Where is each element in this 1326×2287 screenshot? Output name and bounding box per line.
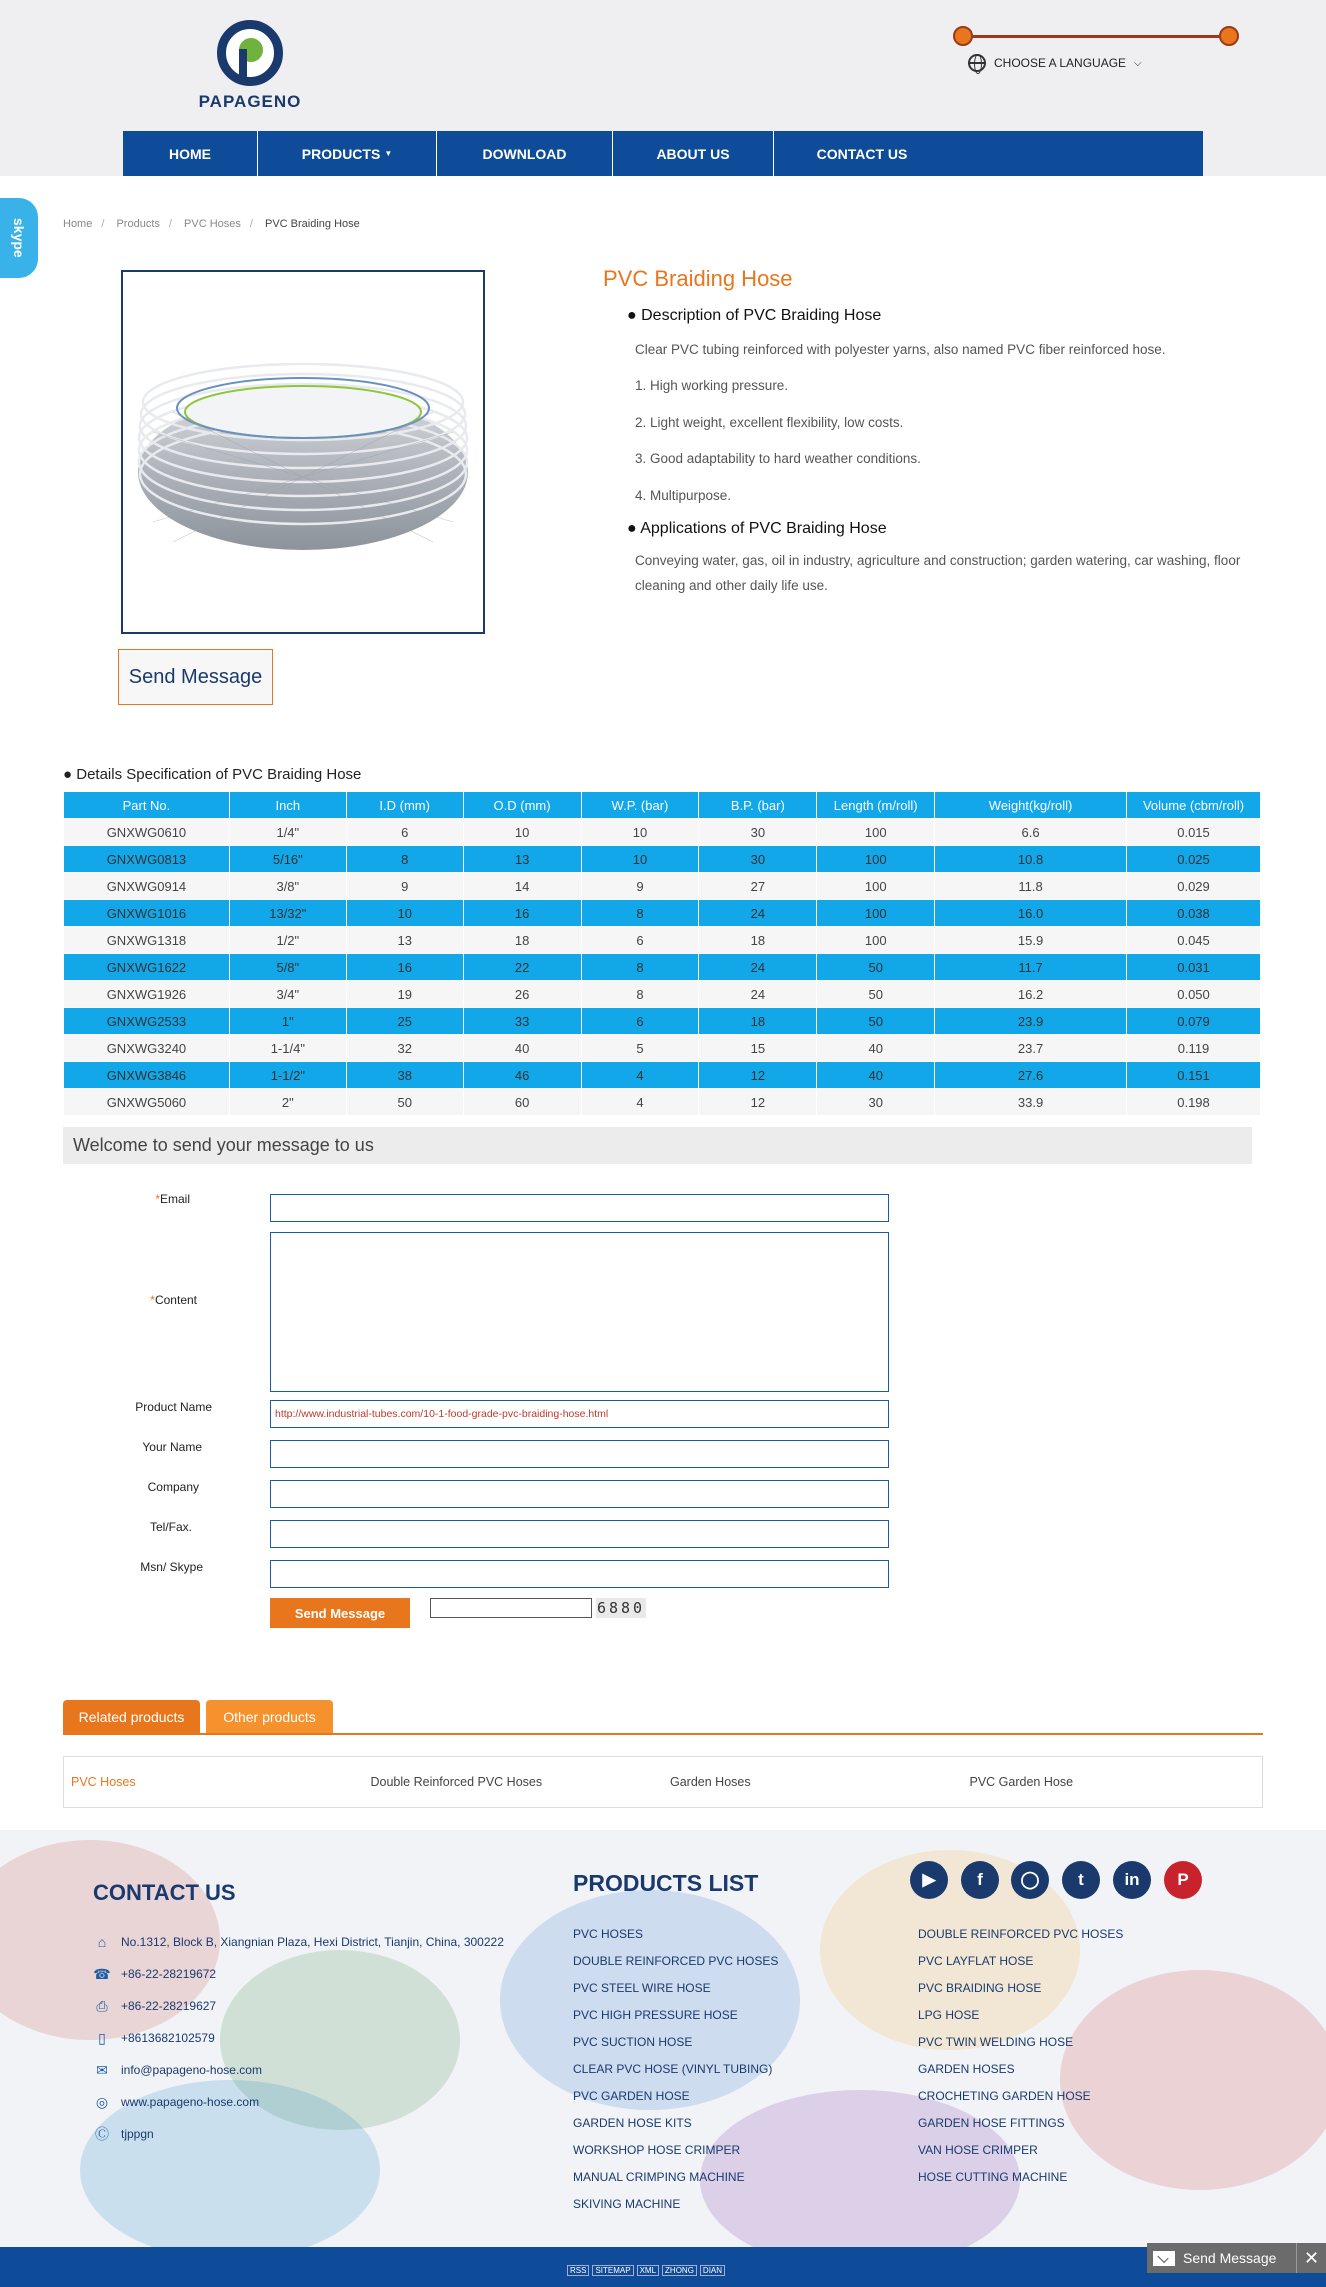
table-cell: 30 [699,819,817,846]
table-cell: 46 [463,1062,581,1089]
table-cell: 0.079 [1127,1008,1261,1035]
related-item[interactable]: PVC Hoses [71,1775,136,1789]
spec-header-row [64,792,1261,819]
msn-skype-field[interactable] [270,1560,889,1588]
email-label: *Email [155,1192,190,1206]
table-cell: 100 [817,900,935,927]
table-cell: 4 [581,1089,699,1116]
breadcrumb-pvc-hoses[interactable]: PVC Hoses [184,218,241,230]
table-cell: 19 [346,981,463,1008]
table-cell: 33.9 [935,1089,1127,1116]
product-name-field[interactable]: http://www.industrial-tubes.com/10-1-food-grade-pvc-braiding-hose.html [270,1400,889,1428]
mobile-icon: ▯ [98,2030,106,2046]
table-cell: 8 [346,846,463,873]
facebook-icon[interactable]: f [961,1861,999,1899]
floating-send-message[interactable] [1147,2243,1326,2273]
footer-products-col2 [918,1921,1123,2191]
xml-link[interactable]: XML [637,2265,659,2276]
bottom-links [567,2265,725,2276]
table-cell: 10.8 [935,846,1127,873]
table-cell: 24 [699,900,817,927]
language-selector[interactable] [968,54,1142,72]
footer-product-link[interactable]: GARDEN HOSE FITTINGS [918,2116,1065,2130]
table-row [64,1089,1261,1116]
phone-icon: ☎ [93,1966,111,1982]
captcha-input[interactable] [430,1598,592,1618]
hose-coil-image [133,342,473,562]
breadcrumb: Home / Products / PVC Hoses / PVC Braiding Hose [63,218,360,230]
product-description [627,306,1265,618]
footer-skype[interactable]: Ⓒ tjppgn [95,2126,154,2142]
table-cell: 11.8 [935,873,1127,900]
table-cell: 15.9 [935,927,1127,954]
table-cell: 25 [346,1008,463,1035]
footer-product-link[interactable]: PVC STEEL WIRE HOSE [573,1981,711,1995]
table-cell: 10 [463,819,581,846]
product-name-label: Product Name [135,1400,212,1414]
related-item[interactable]: Garden Hoses [670,1775,751,1789]
company-field[interactable] [270,1480,889,1508]
skype-side-button[interactable]: skype [0,198,38,278]
nav-contact[interactable]: CONTACT US [816,145,908,162]
table-cell: 60 [463,1089,581,1116]
your-name-field[interactable] [270,1440,889,1468]
close-icon[interactable]: ✕ [1296,2243,1326,2273]
email-field[interactable] [270,1194,889,1222]
main-nav [123,131,1203,176]
related-products-list [63,1756,1263,1808]
table-cell: 5/8" [229,954,346,981]
table-cell: 0.029 [1127,873,1261,900]
table-cell: GNXWG0813 [64,846,230,873]
footer-mobile: ▯ +8613682102579 [93,2030,215,2046]
table-cell: 8 [581,954,699,981]
your-name-label: Your Name [142,1440,202,1454]
table-cell: 26 [463,981,581,1008]
tab-related-products[interactable]: Related products [63,1700,200,1734]
table-cell: 0.045 [1127,927,1261,954]
footer-product-link[interactable]: DOUBLE REINFORCED PVC HOSES [573,1954,779,1968]
table-cell: GNXWG1016 [64,900,230,927]
table-row [64,873,1261,900]
table-cell: 18 [463,927,581,954]
footer-product-link[interactable]: GARDEN HOSE KITS [573,2116,692,2130]
language-slider [955,35,1237,38]
col-inch: Inch [229,792,346,819]
footer-product-link[interactable]: PVC HIGH PRESSURE HOSE [573,2008,738,2022]
description-line: 3. Good adaptability to hard weather conditions. [635,451,921,467]
globe-icon [968,54,986,72]
footer-address: ⌂ No.1312, Block B, Xiangnian Plaza, Hexi District, Tianjin, China, 300222 [93,1934,504,1950]
instagram-icon[interactable]: ◯ [1011,1861,1049,1899]
fax-icon: ⎙ [96,1998,108,2014]
table-cell: 13 [346,927,463,954]
table-cell: 8 [581,900,699,927]
table-cell: GNXWG5060 [64,1089,230,1116]
table-cell: 3/4" [229,981,346,1008]
footer-product-link[interactable]: PVC HOSES [573,1927,644,1941]
table-cell: GNXWG2533 [64,1008,230,1035]
applications-heading: ● Applications of PVC Braiding Hose [627,519,887,537]
related-item[interactable]: Double Reinforced PVC Hoses [370,1775,543,1789]
language-label: CHOOSE A LANGUAGE [994,56,1127,70]
table-cell: 16.2 [935,981,1127,1008]
footer-email[interactable]: ✉ info@papageno-hose.com [93,2062,262,2078]
dian-link[interactable]: DIAN [700,2265,725,2276]
logo[interactable] [195,20,305,112]
mail-icon: ✉ [96,2062,108,2078]
footer-contact-title: CONTACT US [93,1880,236,1905]
table-cell: 0.025 [1127,846,1261,873]
spec-title: ● Details Specification of PVC Braiding Hose [63,766,362,783]
table-row [64,846,1261,873]
footer-product-link[interactable]: MANUAL CRIMPING MACHINE [573,2170,745,2184]
send-message-button[interactable]: Send Message [118,649,273,705]
home-icon: ⌂ [97,1934,107,1950]
table-cell: 30 [699,846,817,873]
logo-text: PAPAGENO [198,92,302,111]
envelope-icon [1153,2251,1175,2266]
linkedin-icon[interactable]: in [1113,1861,1151,1899]
table-cell: 1-1/2" [229,1062,346,1089]
table-cell: 100 [817,873,935,900]
table-cell: 2" [229,1089,346,1116]
table-cell: 13 [463,846,581,873]
table-cell: 15 [699,1035,817,1062]
footer-products-title: PRODUCTS LIST [573,1870,759,1896]
slider-knob-right-icon [1219,26,1239,46]
footer-phone2: ⎙ +86-22-28219627 [93,1998,216,2014]
table-cell: 27.6 [935,1062,1127,1089]
table-cell: 6 [346,819,463,846]
captcha-image[interactable]: 6880 [596,1599,646,1617]
col-wp: W.P. (bar) [581,792,699,819]
rss-link[interactable]: RSS [567,2265,589,2276]
table-cell: 40 [817,1035,935,1062]
table-cell: 11.7 [935,954,1127,981]
related-item[interactable]: PVC Garden Hose [969,1775,1074,1789]
footer-product-link[interactable]: PVC BRAIDING HOSE [918,1981,1042,1995]
footer-product-link[interactable]: PVC LAYFLAT HOSE [918,1954,1034,1968]
table-cell: 6 [581,927,699,954]
table-cell: 40 [463,1035,581,1062]
product-image[interactable] [121,270,485,634]
chevron-down-icon: ⌵ [1134,57,1142,69]
footer-product-link[interactable]: PVC TWIN WELDING HOSE [918,2035,1074,2049]
table-cell: 6 [581,1008,699,1035]
footer-product-link[interactable]: PVC SUCTION HOSE [573,2035,693,2049]
footer-phone1: ☎ +86-22-28219672 [93,1966,217,1982]
table-cell: 50 [346,1089,463,1116]
nav-products[interactable] [258,131,437,176]
footer-product-link[interactable]: DOUBLE REINFORCED PVC HOSES [918,1927,1124,1941]
table-cell: 24 [699,981,817,1008]
col-part-no: Part No. [64,792,230,819]
slider-knob-left-icon [953,26,973,46]
table-row [64,981,1261,1008]
table-cell: 10 [581,819,699,846]
table-cell: 100 [817,819,935,846]
table-cell: 18 [699,927,817,954]
logo-mark-icon [217,20,283,86]
form-welcome-heading: Welcome to send your message to us [63,1127,1252,1164]
breadcrumb-current: PVC Braiding Hose [265,218,360,230]
table-cell: 3/8" [229,873,346,900]
breadcrumb-products[interactable]: Products [116,218,160,230]
zhong-link[interactable]: ZHONG [662,2265,697,2276]
col-volume: Volume (cbm/roll) [1127,792,1261,819]
table-cell: GNXWG1926 [64,981,230,1008]
table-cell: 0.050 [1127,981,1261,1008]
table-cell: 0.038 [1127,900,1261,927]
msn-label: Msn/ Skype [140,1560,203,1574]
footer-website[interactable]: ◎ www.papageno-hose.com [93,2094,259,2110]
footer-product-link[interactable]: PVC GARDEN HOSE [573,2089,690,2103]
table-cell: 50 [817,1008,935,1035]
applications-text: Conveying water, gas, oil in industry, agriculture and construction; garden watering, car washing, floor cleaning and other daily life use. [635,553,1241,594]
form-send-button[interactable]: Send Message [270,1598,410,1628]
table-cell: GNXWG1622 [64,954,230,981]
footer-product-link[interactable]: VAN HOSE CRIMPER [918,2143,1038,2157]
web-icon: ◎ [95,2094,109,2110]
table-cell: 0.031 [1127,954,1261,981]
floating-send-label: Send Message [1183,2250,1277,2266]
table-cell: 23.9 [935,1008,1127,1035]
footer-product-link[interactable]: WORKSHOP HOSE CRIMPER [573,2143,741,2157]
table-cell: 1-1/4" [229,1035,346,1062]
sitemap-link[interactable]: SITEMAP [592,2265,633,2276]
breadcrumb-home[interactable]: Home [63,218,93,230]
table-cell: 27 [699,873,817,900]
table-cell: 32 [346,1035,463,1062]
product-title: PVC Braiding Hose [603,266,793,291]
table-cell: 10 [581,846,699,873]
table-cell: 6.6 [935,819,1127,846]
content-label: *Content [150,1293,197,1307]
table-cell: 4 [581,1062,699,1089]
table-cell: 30 [817,1089,935,1116]
description-line: Clear PVC tubing reinforced with polyester yarns, also named PVC fiber reinforced hose. [635,341,1166,357]
table-cell: 16 [346,954,463,981]
table-cell: 40 [817,1062,935,1089]
col-weight: Weight(kg/roll) [935,792,1127,819]
table-cell: GNXWG0610 [64,819,230,846]
table-cell: 22 [463,954,581,981]
caret-down-icon: ▼ [384,149,393,158]
table-cell: 1/2" [229,927,346,954]
table-cell: 0.151 [1127,1062,1261,1089]
table-row [64,1062,1261,1089]
footer-product-link[interactable]: CLEAR PVC HOSE (VINYL TUBING) [573,2062,773,2076]
nav-home[interactable]: HOME [123,131,258,176]
table-row [64,954,1261,981]
col-bp: B.P. (bar) [699,792,817,819]
table-cell: GNXWG0914 [64,873,230,900]
table-row [64,927,1261,954]
footer-product-link[interactable]: LPG HOSE [918,2008,980,2022]
company-label: Company [147,1480,199,1494]
description-line: 4. Multipurpose. [635,487,732,503]
table-cell: 10 [346,900,463,927]
table-cell: 50 [817,954,935,981]
nav-download[interactable]: DOWNLOAD [437,131,613,176]
description-line: 1. High working pressure. [635,378,789,394]
table-cell: 0.198 [1127,1089,1261,1116]
table-cell: 5/16" [229,846,346,873]
table-cell: 33 [463,1008,581,1035]
youtube-icon[interactable]: ▶ [910,1861,948,1899]
table-cell: 0.119 [1127,1035,1261,1062]
table-cell: 13/32" [229,900,346,927]
table-cell: 9 [581,873,699,900]
description-line: 2. Light weight, excellent flexibility, low costs. [635,414,904,430]
nav-about[interactable]: ABOUT US [613,131,774,176]
tab-underline [63,1733,1263,1735]
table-cell: 24 [699,954,817,981]
col-id: I.D (mm) [346,792,463,819]
footer-product-link[interactable]: GARDEN HOSES [918,2062,1015,2076]
table-cell: 50 [817,981,935,1008]
content-textarea[interactable] [270,1232,889,1392]
tel-field[interactable] [270,1520,889,1548]
table-cell: 1/4" [229,819,346,846]
footer-product-link[interactable]: SKIVING MACHINE [573,2197,681,2211]
table-cell: GNXWG3846 [64,1062,230,1089]
table-cell: 38 [346,1062,463,1089]
table-cell: 100 [817,927,935,954]
table-cell: 5 [581,1035,699,1062]
table-cell: GNXWG1318 [64,927,230,954]
table-row [64,900,1261,927]
tel-label: Tel/Fax. [149,1520,192,1534]
nav-products-label: PRODUCTS [301,145,381,162]
table-cell: 14 [463,873,581,900]
table-cell: 23.7 [935,1035,1127,1062]
table-cell: 9 [346,873,463,900]
table-cell: 18 [699,1008,817,1035]
pinterest-icon[interactable]: P [1164,1861,1202,1899]
footer-product-link[interactable]: HOSE CUTTING MACHINE [918,2170,1068,2184]
table-cell: 100 [817,846,935,873]
table-row [64,1008,1261,1035]
table-cell: 8 [581,981,699,1008]
table-row [64,1035,1261,1062]
footer-product-link[interactable]: CROCHETING GARDEN HOSE [918,2089,1091,2103]
skype-icon: Ⓒ [95,2126,109,2142]
table-cell: 12 [699,1062,817,1089]
table-cell: 12 [699,1089,817,1116]
col-length: Length (m/roll) [817,792,935,819]
spec-table [63,791,1261,1116]
footer-products-col1 [573,1921,778,2218]
table-cell: 16 [463,900,581,927]
twitter-icon[interactable]: t [1062,1861,1100,1899]
table-row [64,819,1261,846]
table-cell: 0.015 [1127,819,1261,846]
tab-other-products[interactable]: Other products [206,1700,333,1734]
table-cell: 1" [229,1008,346,1035]
col-od: O.D (mm) [463,792,581,819]
table-cell: 16.0 [935,900,1127,927]
table-cell: GNXWG3240 [64,1035,230,1062]
description-heading: ● Description of PVC Braiding Hose [627,307,882,324]
